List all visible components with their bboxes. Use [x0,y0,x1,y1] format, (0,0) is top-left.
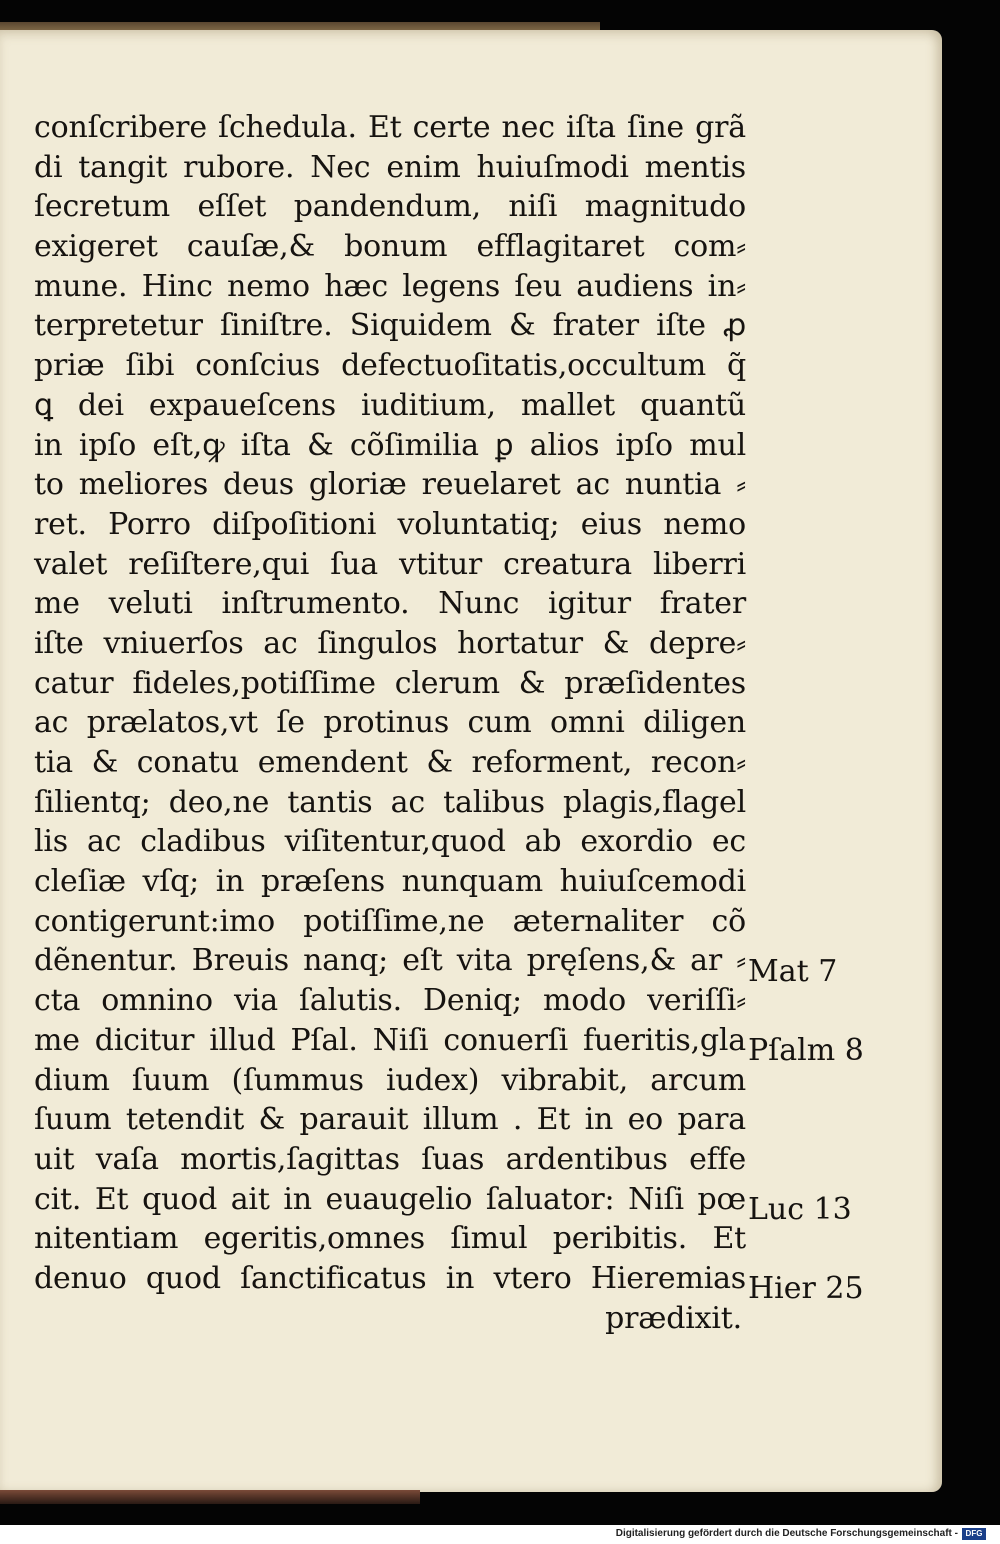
text-line: ſuum tetendit & parauit illum . Et in eo para [34,1102,746,1138]
text-line: valet reſiſtere,qui ſua vtitur creatura liberri [34,546,746,582]
text-line: ret. Porro diſpoſitioni voluntatiq; eius nemo [34,506,746,542]
text-line: ac prælatos,vt ſe protinus cum omni diligen [34,705,746,741]
text-line: ſilientq; deo,ne tantis ac talibus plagis,flagel [34,784,746,820]
text-line: priæ ſibi conſcius defectuoſitatis,occultum q̃ [34,348,746,384]
text-line: me dicitur illud Pſal. Niſi conuerſi fueritis,gla [34,1022,746,1058]
text-line: ſecretum eſſet pandendum, niſi magnitudo [34,189,746,225]
text-line: uit vaſa mortis,ſagittas ſuas ardentibus effe [34,1141,746,1177]
closing-line: prædixit. [605,1300,742,1336]
text-line: catur fideles,potiſſime clerum & præſidentes [34,665,746,701]
text-line: iſte vniuerſos ac ſingulos hortatur & depre⸗ [34,625,746,661]
footer-credit: Digitalisierung gefördert durch die Deutsche Forschungsgemeinschaft - [615,1528,958,1539]
page-edge-bottom [0,1490,420,1504]
text-line: denuo quod ſanctificatus in vtero Hieremias [34,1260,746,1296]
text-line: tia & conatu emendent & reforment, recon⸗ [34,745,746,780]
text-line: dẽnentur. Breuis nanq; eſt vita pręſens,& ar ⸗ [34,943,746,979]
marginal-note-luc: Luc 13 [748,1192,852,1227]
text-line: lis ac cladibus viſitentur,quod ab exordio ec [34,824,746,860]
text-line: to meliores deus gloriæ reuelaret ac nuntia ⸗ [34,467,746,503]
marginal-note-psalm: Pſalm 8 [748,1033,864,1068]
text-line: conſcribere ſchedula. Et certe nec iſta ſine grã [34,110,746,145]
marginal-note-hier: Hier 25 [748,1271,864,1306]
text-line: cit. Et quod ait in euaugelio ſaluator: Niſi pœ [34,1181,746,1217]
dfg-logo: DFG [962,1528,986,1540]
text-line: terpretetur ſiniſtre. Siquidem & frater iſte ꝓ [34,308,746,344]
text-line: me veluti inſtrumento. Nunc igitur frater [34,586,746,622]
text-line: mune. Hinc nemo hæc legens ſeu audiens in⸗ [34,268,746,304]
text-line: in ipſo eſt,ꝙ iſta & cõſimilia ꝑ alios ipſo mul [34,427,746,463]
text-line: cleſiæ vſq; in præſens nunquam huiuſcemodi [34,864,746,900]
text-line: cta omnino via ſalutis. Deniq; modo veriſſi⸗ [34,983,746,1019]
text-line: contigerunt:imo potiſſime,ne æternaliter cõ [34,903,746,939]
marginal-note-mat: Mat 7 [748,954,838,989]
text-line: nitentiam egeritis,omnes ſimul peribitis. Et [34,1221,746,1257]
main-text-block [34,108,746,1338]
text-line: exigeret cauſæ,& bonum efflagitaret com⸗ [34,229,746,265]
text-line: dium ſuum (ſummus iudex) vibrabit, arcum [34,1062,746,1098]
text-line: ꝗ dei expaueſcens iuditium, mallet quantũ [34,387,746,423]
text-line: di tangit rubore. Nec enim huiuſmodi mentis [34,149,746,185]
